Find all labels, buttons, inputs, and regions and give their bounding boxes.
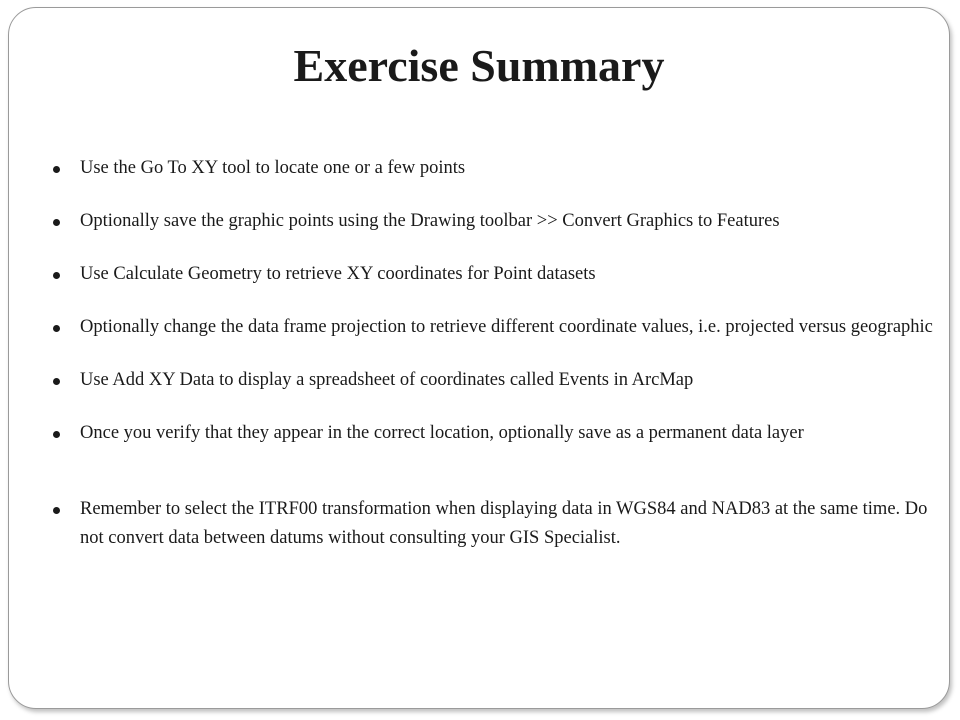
- bullet-list: [53, 154, 933, 553]
- bullet-text: Use the Go To XY tool to locate one or a few points: [80, 158, 466, 178]
- bullet-dot-icon: [53, 166, 60, 173]
- bullet-text: Use Calculate Geometry to retrieve XY coordinates for Point datasets: [80, 264, 596, 284]
- bullet-text: Optionally save the graphic points using the Drawing toolbar >> Convert Graphics to Features: [80, 211, 780, 231]
- bullet-text: Remember to select the ITRF00 transformation when displaying data in WGS84 and NAD83 at the same time. Do not convert data between datums without consulting your GIS Specialist.: [80, 499, 928, 548]
- bullet-dot-icon: [53, 507, 60, 514]
- bullet-item: [53, 260, 933, 289]
- bullet-dot-icon: [53, 219, 60, 226]
- bullet-dot-icon: [53, 325, 60, 332]
- bullet-item: [53, 154, 933, 183]
- slide-title: Exercise Summary: [293, 40, 665, 91]
- bullet-text: Optionally change the data frame projection to retrieve different coordinate values, i.e. projected versus geographic: [80, 317, 933, 337]
- bullet-item: [53, 419, 933, 448]
- bullet-text: Once you verify that they appear in the correct location, optionally save as a permanent data layer: [80, 423, 804, 443]
- bullet-dot-icon: [53, 431, 60, 438]
- bullet-item: [53, 495, 933, 553]
- bullet-text: Use Add XY Data to display a spreadsheet of coordinates called Events in ArcMap: [80, 370, 694, 390]
- bullet-item: [53, 207, 933, 236]
- bullet-dot-icon: [53, 378, 60, 385]
- bullet-dot-icon: [53, 272, 60, 279]
- slide-frame: [8, 7, 950, 709]
- bullet-item: [53, 366, 933, 395]
- bullet-item: [53, 313, 933, 342]
